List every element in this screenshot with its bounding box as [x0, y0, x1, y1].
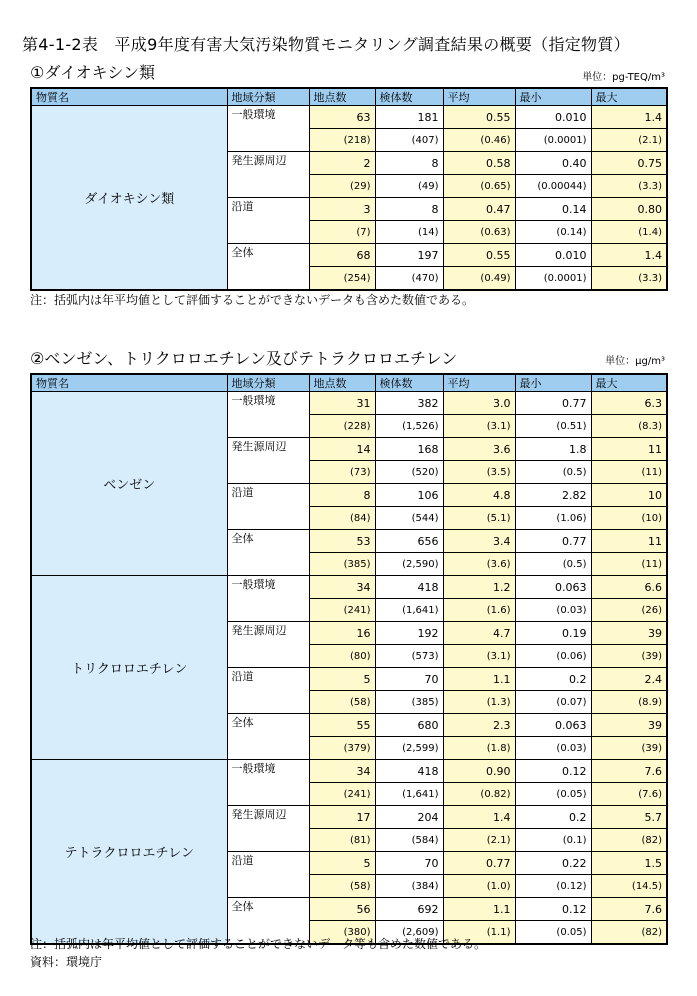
min-value-paren: (0.1) — [515, 829, 591, 852]
points-value: 2 — [309, 152, 375, 175]
area-category: 一般環境 — [227, 106, 309, 152]
min-value: 0.010 — [515, 106, 591, 129]
max-value-paren: (7.6) — [591, 783, 667, 806]
column-header: 平均 — [443, 374, 515, 392]
samples-value-paren: (385) — [375, 691, 443, 714]
min-value-paren: (0.0001) — [515, 267, 591, 291]
min-value-paren: (0.03) — [515, 737, 591, 760]
min-value-paren: (1.06) — [515, 507, 591, 530]
column-header: 検体数 — [375, 88, 443, 106]
min-value-paren: (0.05) — [515, 921, 591, 945]
section2-note: 注：括弧内は年平均値として評価することができないデータ等も含めた数値である。 — [30, 937, 487, 951]
points-value-paren: (7) — [309, 221, 375, 244]
column-header: 平均 — [443, 88, 515, 106]
min-value-paren: (0.06) — [515, 645, 591, 668]
avg-value: 2.3 — [443, 714, 515, 737]
max-value: 10 — [591, 484, 667, 507]
column-header: 地点数 — [309, 88, 375, 106]
max-value-paren: (3.3) — [591, 175, 667, 198]
max-value: 1.5 — [591, 852, 667, 875]
min-value-paren: (0.5) — [515, 553, 591, 576]
samples-value-paren: (1,641) — [375, 783, 443, 806]
area-category: 一般環境 — [227, 760, 309, 806]
material-name: トリクロロエチレン — [31, 576, 227, 760]
max-value: 11 — [591, 530, 667, 553]
min-value-paren: (0.00044) — [515, 175, 591, 198]
max-value: 6.3 — [591, 392, 667, 415]
points-value-paren: (58) — [309, 691, 375, 714]
min-value: 0.19 — [515, 622, 591, 645]
dioxin-table — [30, 87, 668, 291]
points-value-paren: (380) — [309, 921, 375, 945]
points-value-paren: (241) — [309, 783, 375, 806]
points-value-paren: (80) — [309, 645, 375, 668]
samples-value-paren: (14) — [375, 221, 443, 244]
area-category: 全体 — [227, 530, 309, 576]
samples-value-paren: (384) — [375, 875, 443, 898]
points-value: 8 — [309, 484, 375, 507]
avg-value-paren: (1.6) — [443, 599, 515, 622]
column-header: 地域分類 — [227, 374, 309, 392]
min-value-paren: (0.03) — [515, 599, 591, 622]
samples-value: 197 — [375, 244, 443, 267]
area-category: 一般環境 — [227, 576, 309, 622]
avg-value: 0.55 — [443, 106, 515, 129]
section1-unit: 単位：pg-TEQ/m³ — [582, 72, 665, 83]
area-category: 発生源周辺 — [227, 152, 309, 198]
column-header: 最小 — [515, 88, 591, 106]
area-category: 全体 — [227, 898, 309, 945]
min-value-paren: (0.5) — [515, 461, 591, 484]
avg-value: 3.0 — [443, 392, 515, 415]
max-value: 6.6 — [591, 576, 667, 599]
avg-value: 1.1 — [443, 668, 515, 691]
samples-value: 382 — [375, 392, 443, 415]
min-value: 0.40 — [515, 152, 591, 175]
samples-value: 8 — [375, 198, 443, 221]
samples-value-paren: (520) — [375, 461, 443, 484]
samples-value: 181 — [375, 106, 443, 129]
samples-value: 168 — [375, 438, 443, 461]
max-value-paren: (1.4) — [591, 221, 667, 244]
samples-value: 692 — [375, 898, 443, 921]
min-value: 0.010 — [515, 244, 591, 267]
avg-value: 0.47 — [443, 198, 515, 221]
samples-value: 656 — [375, 530, 443, 553]
min-value: 1.8 — [515, 438, 591, 461]
avg-value-paren: (3.1) — [443, 645, 515, 668]
points-value: 55 — [309, 714, 375, 737]
points-value-paren: (29) — [309, 175, 375, 198]
max-value-paren: (8.3) — [591, 415, 667, 438]
samples-value: 106 — [375, 484, 443, 507]
avg-value: 1.1 — [443, 898, 515, 921]
points-value-paren: (228) — [309, 415, 375, 438]
max-value-paren: (2.1) — [591, 129, 667, 152]
samples-value-paren: (1,641) — [375, 599, 443, 622]
max-value-paren: (11) — [591, 461, 667, 484]
samples-value-paren: (1,526) — [375, 415, 443, 438]
material-name: ベンゼン — [31, 392, 227, 576]
samples-value-paren: (49) — [375, 175, 443, 198]
column-header: 物質名 — [31, 88, 227, 106]
max-value-paren: (82) — [591, 829, 667, 852]
samples-value: 418 — [375, 760, 443, 783]
samples-value-paren: (584) — [375, 829, 443, 852]
avg-value-paren: (1.3) — [443, 691, 515, 714]
points-value: 17 — [309, 806, 375, 829]
avg-value-paren: (1.8) — [443, 737, 515, 760]
samples-value-paren: (470) — [375, 267, 443, 291]
section2-unit: 単位：μg/m³ — [605, 356, 665, 367]
max-value-paren: (39) — [591, 645, 667, 668]
min-value: 0.063 — [515, 576, 591, 599]
min-value: 0.2 — [515, 806, 591, 829]
column-header: 物質名 — [31, 374, 227, 392]
points-value-paren: (58) — [309, 875, 375, 898]
points-value-paren: (84) — [309, 507, 375, 530]
samples-value: 8 — [375, 152, 443, 175]
source-note: 資料：環境庁 — [30, 955, 103, 969]
voc-table — [30, 373, 668, 945]
max-value: 5.7 — [591, 806, 667, 829]
points-value: 34 — [309, 576, 375, 599]
samples-value-paren: (2,599) — [375, 737, 443, 760]
samples-value-paren: (573) — [375, 645, 443, 668]
min-value-paren: (0.05) — [515, 783, 591, 806]
max-value-paren: (10) — [591, 507, 667, 530]
max-value: 2.4 — [591, 668, 667, 691]
samples-value: 70 — [375, 668, 443, 691]
column-header: 検体数 — [375, 374, 443, 392]
max-value-paren: (39) — [591, 737, 667, 760]
avg-value-paren: (3.1) — [443, 415, 515, 438]
max-value: 7.6 — [591, 898, 667, 921]
avg-value-paren: (1.1) — [443, 921, 515, 945]
max-value-paren: (14.5) — [591, 875, 667, 898]
min-value-paren: (0.0001) — [515, 129, 591, 152]
samples-value: 204 — [375, 806, 443, 829]
area-category: 沿道 — [227, 198, 309, 244]
points-value: 56 — [309, 898, 375, 921]
max-value-paren: (82) — [591, 921, 667, 945]
min-value-paren: (0.07) — [515, 691, 591, 714]
column-header: 最大 — [591, 88, 667, 106]
column-header: 最小 — [515, 374, 591, 392]
avg-value: 0.90 — [443, 760, 515, 783]
area-category: 全体 — [227, 714, 309, 760]
area-category: 沿道 — [227, 668, 309, 714]
min-value-paren: (0.14) — [515, 221, 591, 244]
max-value-paren: (8.9) — [591, 691, 667, 714]
min-value: 0.77 — [515, 392, 591, 415]
min-value: 0.063 — [515, 714, 591, 737]
samples-value-paren: (544) — [375, 507, 443, 530]
points-value: 53 — [309, 530, 375, 553]
column-header: 地点数 — [309, 374, 375, 392]
min-value: 0.77 — [515, 530, 591, 553]
min-value-paren: (0.12) — [515, 875, 591, 898]
avg-value-paren: (2.1) — [443, 829, 515, 852]
samples-value-paren: (2,609) — [375, 921, 443, 945]
points-value-paren: (379) — [309, 737, 375, 760]
section2-heading: ②ベンゼン、トリクロロエチレン及びテトラクロロエチレン — [30, 349, 458, 368]
avg-value: 0.55 — [443, 244, 515, 267]
avg-value-paren: (3.6) — [443, 553, 515, 576]
max-value: 1.4 — [591, 106, 667, 129]
avg-value: 4.7 — [443, 622, 515, 645]
min-value: 0.14 — [515, 198, 591, 221]
column-header: 地域分類 — [227, 88, 309, 106]
avg-value: 0.77 — [443, 852, 515, 875]
area-category: 沿道 — [227, 484, 309, 530]
min-value: 0.22 — [515, 852, 591, 875]
section1-heading: ①ダイオキシン類 — [30, 63, 155, 82]
avg-value: 4.8 — [443, 484, 515, 507]
avg-value-paren: (0.65) — [443, 175, 515, 198]
avg-value-paren: (1.0) — [443, 875, 515, 898]
max-value: 1.4 — [591, 244, 667, 267]
area-category: 沿道 — [227, 852, 309, 898]
avg-value: 0.58 — [443, 152, 515, 175]
max-value-paren: (3.3) — [591, 267, 667, 291]
area-category: 一般環境 — [227, 392, 309, 438]
avg-value-paren: (0.82) — [443, 783, 515, 806]
min-value: 0.12 — [515, 760, 591, 783]
points-value-paren: (254) — [309, 267, 375, 291]
points-value: 31 — [309, 392, 375, 415]
column-header: 最大 — [591, 374, 667, 392]
avg-value-paren: (0.49) — [443, 267, 515, 291]
max-value: 39 — [591, 714, 667, 737]
max-value: 11 — [591, 438, 667, 461]
points-value-paren: (218) — [309, 129, 375, 152]
material-name: テトラクロロエチレン — [31, 760, 227, 945]
points-value-paren: (81) — [309, 829, 375, 852]
points-value: 63 — [309, 106, 375, 129]
avg-value: 1.2 — [443, 576, 515, 599]
area-category: 発生源周辺 — [227, 622, 309, 668]
points-value-paren: (385) — [309, 553, 375, 576]
points-value: 16 — [309, 622, 375, 645]
document-title: 第4-1-2表 平成9年度有害大気汚染物質モニタリング調査結果の概要（指定物質） — [22, 35, 630, 54]
max-value: 0.75 — [591, 152, 667, 175]
min-value: 0.12 — [515, 898, 591, 921]
samples-value: 70 — [375, 852, 443, 875]
points-value: 3 — [309, 198, 375, 221]
area-category: 発生源周辺 — [227, 806, 309, 852]
avg-value-paren: (0.46) — [443, 129, 515, 152]
points-value: 5 — [309, 852, 375, 875]
avg-value: 3.6 — [443, 438, 515, 461]
samples-value-paren: (2,590) — [375, 553, 443, 576]
avg-value-paren: (5.1) — [443, 507, 515, 530]
avg-value-paren: (3.5) — [443, 461, 515, 484]
points-value: 14 — [309, 438, 375, 461]
avg-value: 3.4 — [443, 530, 515, 553]
section1-note: 注：括弧内は年平均値として評価することができないデータも含めた数値である。 — [30, 293, 475, 307]
points-value-paren: (241) — [309, 599, 375, 622]
points-value: 34 — [309, 760, 375, 783]
samples-value: 680 — [375, 714, 443, 737]
points-value: 68 — [309, 244, 375, 267]
avg-value: 1.4 — [443, 806, 515, 829]
samples-value-paren: (407) — [375, 129, 443, 152]
min-value: 2.82 — [515, 484, 591, 507]
max-value: 7.6 — [591, 760, 667, 783]
avg-value-paren: (0.63) — [443, 221, 515, 244]
points-value: 5 — [309, 668, 375, 691]
max-value: 0.80 — [591, 198, 667, 221]
min-value: 0.2 — [515, 668, 591, 691]
max-value-paren: (26) — [591, 599, 667, 622]
samples-value: 192 — [375, 622, 443, 645]
area-category: 全体 — [227, 244, 309, 291]
points-value-paren: (73) — [309, 461, 375, 484]
area-category: 発生源周辺 — [227, 438, 309, 484]
min-value-paren: (0.51) — [515, 415, 591, 438]
material-name: ダイオキシン類 — [31, 106, 227, 291]
max-value: 39 — [591, 622, 667, 645]
max-value-paren: (11) — [591, 553, 667, 576]
samples-value: 418 — [375, 576, 443, 599]
